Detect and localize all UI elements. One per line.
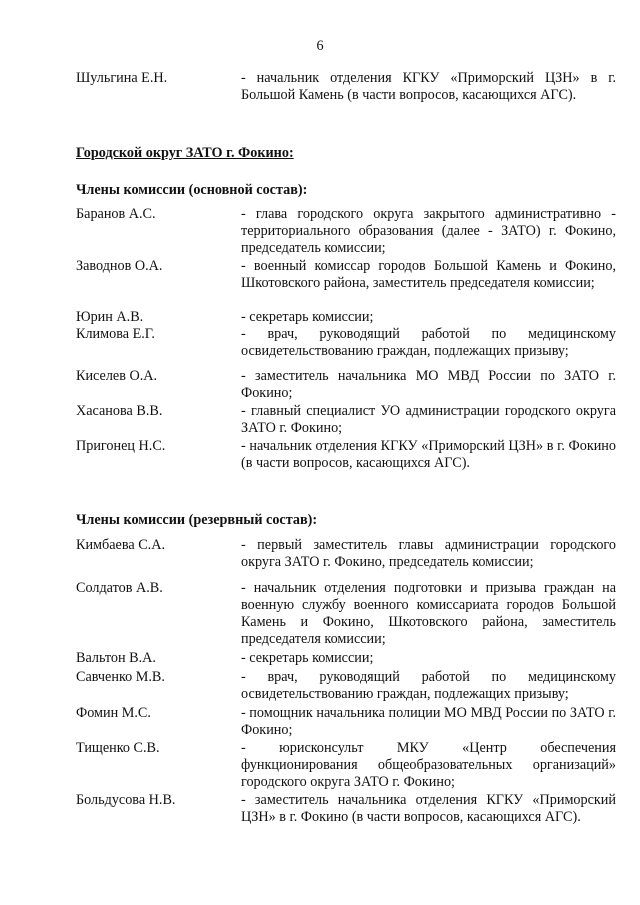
member-role: - начальник отделения КГКУ «Приморский ЦЗН» в г. Фокино (в части вопросов, касающихся АГС). bbox=[241, 438, 616, 471]
member-name: Шульгина Е.Н. bbox=[76, 70, 168, 86]
member-name: Климова Е.Г. bbox=[76, 326, 155, 342]
member-role: - военный комиссар городов Большой Камень и Фокино, Шкотовского района, заместитель председателя комиссии; bbox=[241, 258, 616, 291]
member-role: - заместитель начальника отделения КГКУ «Приморский ЦЗН» в г. Фокино (в части вопросов, касающихся АГС). bbox=[241, 792, 616, 825]
member-name: Тищенко С.В. bbox=[76, 740, 160, 756]
member-role: - юрисконсульт МКУ «Центр обеспечения функционирования общеобразовательных организаций» городского округа ЗАТО г. Фокино; bbox=[241, 740, 616, 790]
member-role: - секретарь комиссии; bbox=[241, 650, 374, 666]
member-name: Больдусова Н.В. bbox=[76, 792, 176, 808]
member-role: - врач, руководящий работой по медицинскому освидетельствованию граждан, подлежащих призыву; bbox=[241, 326, 616, 359]
member-name: Заводнов О.А. bbox=[76, 258, 163, 274]
member-name: Киселев О.А. bbox=[76, 368, 158, 384]
member-name: Савченко М.В. bbox=[76, 669, 165, 685]
member-role: - главный специалист УО администрации городского округа ЗАТО г. Фокино; bbox=[241, 403, 616, 436]
member-role: - начальник отделения КГКУ «Приморский ЦЗН» в г. Большой Камень (в части вопросов, касающихся АГС). bbox=[241, 70, 616, 103]
member-role: - заместитель начальника МО МВД России по ЗАТО г. Фокино; bbox=[241, 368, 616, 401]
member-name: Юрин А.В. bbox=[76, 309, 144, 325]
member-name: Кимбаева С.А. bbox=[76, 537, 166, 553]
member-name: Вальтон В.А. bbox=[76, 650, 156, 666]
member-name: Хасанова В.В. bbox=[76, 403, 163, 419]
member-role: - первый заместитель главы администрации городского округа ЗАТО г. Фокино, председатель комиссии; bbox=[241, 537, 616, 570]
member-name: Фомин М.С. bbox=[76, 705, 151, 721]
reserve-members-heading: Члены комиссии (резервный состав): bbox=[76, 512, 318, 528]
member-role: - помощник начальника полиции МО МВД России по ЗАТО г. Фокино; bbox=[241, 705, 616, 738]
member-name: Пригонец Н.С. bbox=[76, 438, 166, 454]
member-role: - начальник отделения подготовки и призыва граждан на военную службу военного комиссариата городов Большой Камень и Фокино, Шкотовского района, заместитель председателя комиссии; bbox=[241, 580, 616, 647]
member-name: Солдатов А.В. bbox=[76, 580, 163, 596]
member-role: - секретарь комиссии; bbox=[241, 309, 374, 325]
member-role: - глава городского округа закрытого административно - территориального образования (далее - ЗАТО) г. Фокино, председатель комиссии; bbox=[241, 206, 616, 256]
member-role: - врач, руководящий работой по медицинскому освидетельствованию граждан, подлежащих призыву; bbox=[241, 669, 616, 702]
main-members-heading: Члены комиссии (основной состав): bbox=[76, 182, 308, 198]
page-number: 6 bbox=[316, 38, 324, 54]
district-heading: Городской округ ЗАТО г. Фокино: bbox=[76, 145, 294, 161]
member-name: Баранов А.С. bbox=[76, 206, 156, 222]
